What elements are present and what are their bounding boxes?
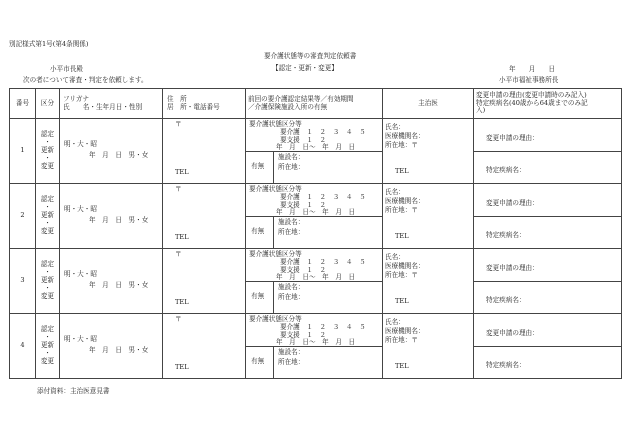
row-address — [163, 119, 246, 184]
care-level-options: 要介護 １ ２ ３ ４ ５ — [280, 193, 366, 201]
category-separator: ・ — [44, 218, 51, 227]
facility-presence: 有無 — [251, 162, 265, 170]
category-option-change: 変更 — [40, 291, 55, 300]
birth-date-sex: 年 月 日 男・女 — [89, 281, 149, 289]
row-previous-result — [246, 314, 383, 379]
header-previous-result — [246, 89, 383, 119]
row-address — [163, 314, 246, 379]
doctor-tel-label: TEL — [395, 232, 409, 240]
row-number: 1 — [10, 119, 36, 184]
postal-mark: 〒 — [175, 185, 182, 193]
tel-label: TEL — [175, 298, 189, 306]
postal-mark: 〒 — [175, 250, 182, 258]
addressee: 小平市長殿 — [50, 65, 83, 73]
header-furigana: フリガナ — [63, 94, 90, 103]
doctor-institution-label: 医療機関名： — [385, 132, 425, 140]
row-name-birth — [60, 119, 163, 184]
birth-era-options: 明・大・昭 — [64, 140, 97, 148]
specific-disease-label: 特定疾病名： — [486, 296, 526, 304]
header-reason-line2: 特定疾病名(40歳から64歳までのみ記 — [476, 98, 588, 107]
row-reason — [474, 249, 622, 314]
header-name-birth: 氏 名・生年月日・性別 — [63, 102, 143, 111]
row-number: 3 — [10, 249, 36, 314]
facility-presence: 有無 — [251, 357, 265, 365]
doctor-address-label: 所在地：〒 — [385, 206, 418, 214]
change-reason-label: 変更申請の理由： — [486, 199, 539, 207]
care-level-title: 要介護状態区分等 — [249, 315, 302, 323]
specific-disease-label: 特定疾病名： — [486, 231, 526, 239]
doctor-name-label: 氏名： — [385, 253, 405, 261]
birth-era-options: 明・大・昭 — [64, 335, 97, 343]
doctor-name-label: 氏名： — [385, 188, 405, 196]
row-doctor — [383, 249, 474, 314]
header-category: 区分 — [36, 89, 60, 119]
category-separator: ・ — [44, 268, 51, 277]
facility-name-label: 施設名： — [278, 348, 305, 356]
facility-name-label: 施設名： — [278, 153, 305, 161]
specific-disease-label: 特定疾病名： — [486, 361, 526, 369]
category-option-new: 認定 — [40, 325, 55, 334]
facility-address-label: 所在地： — [278, 163, 305, 171]
header-previous-result-line1: 前回の要介護認定結果等／有効期間 — [248, 94, 354, 103]
doctor-institution-label: 医療機関名： — [385, 327, 425, 335]
date-line: 年 月 日 — [509, 65, 556, 73]
change-reason-label: 変更申請の理由： — [486, 134, 539, 142]
row-category — [36, 249, 60, 314]
doctor-address-label: 所在地：〒 — [385, 336, 418, 344]
postal-mark: 〒 — [175, 120, 182, 128]
row-category — [36, 119, 60, 184]
care-level-options: 要介護 １ ２ ３ ４ ５ — [280, 258, 366, 266]
category-option-change: 変更 — [40, 226, 55, 235]
form-number: 別記様式第1号(第4条関係) — [9, 40, 89, 48]
row-reason — [474, 314, 622, 379]
category-option-new: 認定 — [40, 195, 55, 204]
category-option-change: 変更 — [40, 161, 55, 170]
header-doctor: 主治医 — [383, 89, 474, 119]
category-separator: ・ — [44, 283, 51, 292]
birth-era-options: 明・大・昭 — [64, 205, 97, 213]
row-doctor — [383, 184, 474, 249]
doctor-tel-label: TEL — [395, 362, 409, 370]
row-previous-result — [246, 119, 383, 184]
facility-presence: 有無 — [251, 292, 265, 300]
row-name-birth — [60, 184, 163, 249]
facility-name-label: 施設名： — [278, 283, 305, 291]
header-address — [163, 89, 246, 119]
facility-presence: 有無 — [251, 227, 265, 235]
care-level-title: 要介護状態区分等 — [249, 120, 302, 128]
document-title: 要介護状態等の審査判定依頼書 — [264, 52, 357, 60]
table-row — [10, 184, 622, 249]
row-reason — [474, 119, 622, 184]
table-row — [10, 314, 622, 379]
header-name — [60, 89, 163, 119]
attachment-note: 添付資料：主治医意見書 — [37, 387, 110, 395]
tel-label: TEL — [175, 233, 189, 241]
support-level-options: 要支援 １ ２ — [280, 331, 327, 339]
row-address — [163, 184, 246, 249]
postal-mark: 〒 — [175, 315, 182, 323]
facility-address-label: 所在地： — [278, 358, 305, 366]
birth-era-options: 明・大・昭 — [64, 270, 97, 278]
valid-period: 年 月 日～ 年 月 日 — [276, 208, 356, 216]
valid-period: 年 月 日～ 年 月 日 — [276, 273, 356, 281]
row-name-birth — [60, 249, 163, 314]
row-category — [36, 314, 60, 379]
row-number: 4 — [10, 314, 36, 379]
specific-disease-label: 特定疾病名： — [486, 166, 526, 174]
row-previous-result — [246, 184, 383, 249]
header-reason-line3: 入) — [476, 106, 486, 115]
tel-label: TEL — [175, 168, 189, 176]
doctor-address-label: 所在地：〒 — [385, 271, 418, 279]
change-reason-label: 変更申請の理由： — [486, 329, 539, 337]
facility-address-label: 所在地： — [278, 293, 305, 301]
category-option-change: 変更 — [40, 356, 55, 365]
row-category — [36, 184, 60, 249]
category-option-new: 認定 — [40, 130, 55, 139]
category-separator: ・ — [44, 333, 51, 342]
row-reason — [474, 184, 622, 249]
request-table — [9, 88, 622, 379]
facility-address-label: 所在地： — [278, 228, 305, 236]
birth-date-sex: 年 月 日 男・女 — [89, 346, 149, 354]
tel-label: TEL — [175, 363, 189, 371]
doctor-institution-label: 医療機関名： — [385, 197, 425, 205]
category-option-renewal: 更新 — [40, 276, 55, 285]
doctor-name-label: 氏名： — [385, 318, 405, 326]
doctor-tel-label: TEL — [395, 167, 409, 175]
care-level-title: 要介護状態区分等 — [249, 185, 302, 193]
header-reason — [474, 89, 622, 119]
doctor-tel-label: TEL — [395, 297, 409, 305]
support-level-options: 要支援 １ ２ — [280, 201, 327, 209]
category-option-renewal: 更新 — [40, 341, 55, 350]
category-separator: ・ — [44, 348, 51, 357]
header-number: 番号 — [10, 89, 36, 119]
row-number: 2 — [10, 184, 36, 249]
header-address-label: 住 所 — [167, 94, 187, 103]
care-level-options: 要介護 １ ２ ３ ４ ５ — [280, 128, 366, 136]
category-option-renewal: 更新 — [40, 146, 55, 155]
header-reason-line1: 変更申請の理由(変更申請時のみ記入) — [476, 90, 587, 99]
category-option-new: 認定 — [40, 260, 55, 269]
request-text: 次の者について審査・判定を依頼します。 — [23, 76, 148, 84]
facility-name-label: 施設名： — [278, 218, 305, 226]
table-row — [10, 249, 622, 314]
support-level-options: 要支援 １ ２ — [280, 266, 327, 274]
category-separator: ・ — [44, 153, 51, 162]
change-reason-label: 変更申請の理由： — [486, 264, 539, 272]
document-subtitle: 【認定・更新・変更】 — [272, 64, 338, 72]
birth-date-sex: 年 月 日 男・女 — [89, 151, 149, 159]
row-previous-result — [246, 249, 383, 314]
care-level-options: 要介護 １ ２ ３ ４ ５ — [280, 323, 366, 331]
row-doctor — [383, 119, 474, 184]
valid-period: 年 月 日～ 年 月 日 — [276, 143, 356, 151]
row-address — [163, 249, 246, 314]
header-row — [10, 89, 622, 119]
birth-date-sex: 年 月 日 男・女 — [89, 216, 149, 224]
doctor-name-label: 氏名： — [385, 123, 405, 131]
category-separator: ・ — [44, 138, 51, 147]
category-option-renewal: 更新 — [40, 211, 55, 220]
row-name-birth — [60, 314, 163, 379]
care-level-title: 要介護状態区分等 — [249, 250, 302, 258]
sender: 小平市福祉事務所長 — [499, 76, 559, 84]
support-level-options: 要支援 １ ２ — [280, 136, 327, 144]
doctor-institution-label: 医療機関名： — [385, 262, 425, 270]
table-row — [10, 119, 622, 184]
doctor-address-label: 所在地：〒 — [385, 141, 418, 149]
header-previous-result-line2: ／介護保険施設入所の有無 — [248, 102, 328, 111]
category-separator: ・ — [44, 203, 51, 212]
valid-period: 年 月 日～ 年 月 日 — [276, 338, 356, 346]
header-residence-tel: 居 所・電話番号 — [167, 102, 220, 111]
row-doctor — [383, 314, 474, 379]
